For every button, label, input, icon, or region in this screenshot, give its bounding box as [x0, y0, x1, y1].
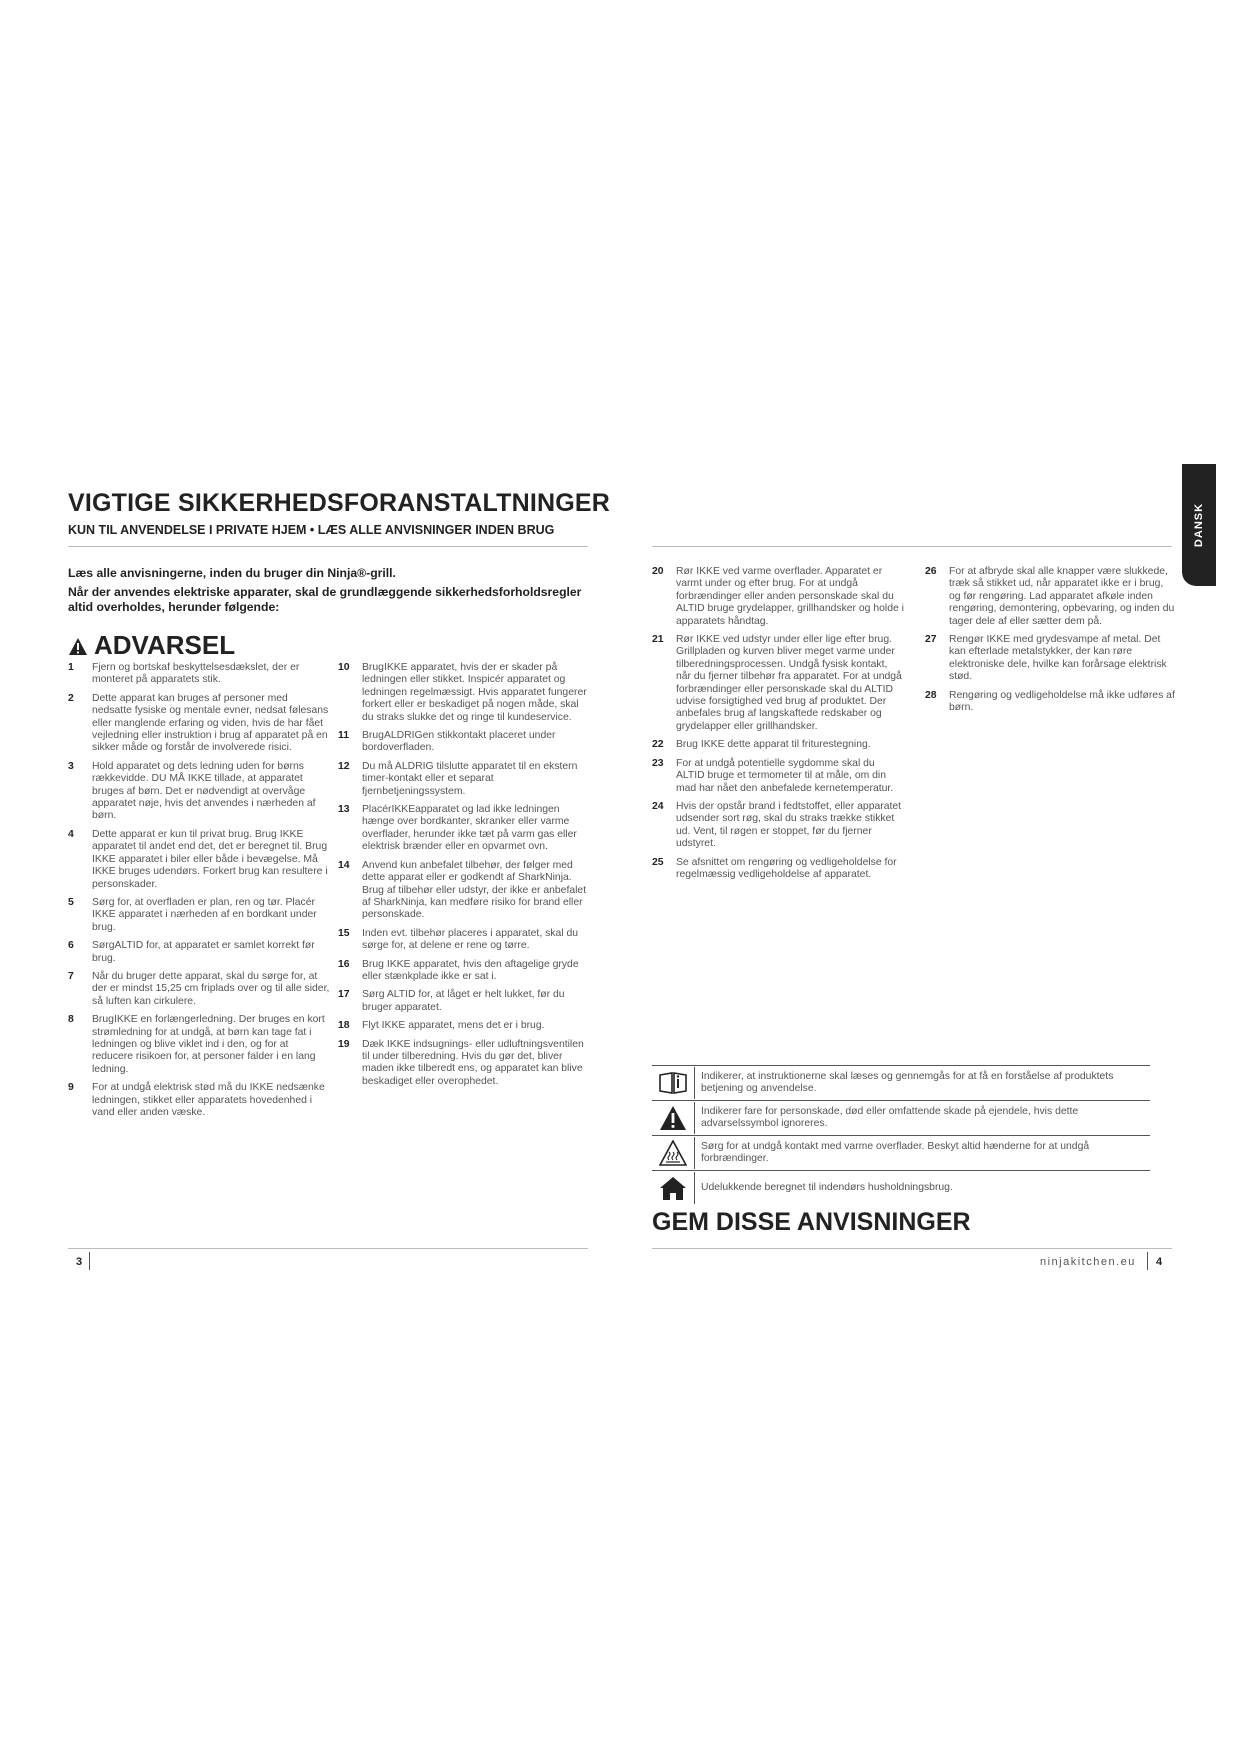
safety-item: [652, 566, 904, 628]
safety-item-text: Hold apparatet og dets ledning uden for børns rækkevidde. DU MÅ IKKE tillade, at apparatet bruges af børn. Det er nødvendigt at overvåge apparatet nøje, hvis det anvendes i nærheden af børn.: [92, 760, 316, 822]
footer-rule-left: [68, 1248, 588, 1249]
safety-item: [338, 928, 590, 953]
safety-item-text: Rengør IKKE med grydesvampe af metal. Det kan efterlade metalstykker, der kan røre elektroniske dele, hvilke kan forårsage elektrisk stød.: [949, 634, 1167, 683]
header-divider: [68, 546, 588, 547]
safety-item-text: Rengøring og vedligeholdelse må ikke udføres af børn.: [949, 689, 1175, 714]
safety-item: [338, 1020, 590, 1032]
safety-item: [338, 860, 590, 922]
safety-item-text: Du må ALDRIG tilslutte apparatet til en ekstern timer-kontakt eller et separat fjernbetjeningssystem.: [362, 760, 578, 797]
safety-item-text: BrugIKKE en forlængerledning. Der bruges en kort strømledning for at undgå, at børn kan tage fat i ledningen og blive viklet ind i den, og for at reducere risikoen for, at personer falder i en lang ledning.: [92, 1014, 325, 1075]
safety-item: [68, 971, 330, 1008]
safety-item-number: 26: [925, 566, 937, 577]
safety-item-number: 4: [68, 828, 74, 840]
safety-item-number: 25: [652, 856, 664, 868]
safety-item-number: 14: [338, 859, 350, 871]
house-icon: [652, 1172, 695, 1204]
items-column-4: [925, 566, 1175, 720]
safety-item-number: 13: [338, 804, 350, 816]
safety-item: [338, 761, 590, 798]
safety-item-number: 5: [68, 896, 74, 908]
safety-item-text: Sørg ALTID for, at låget er helt lukket, før du bruger apparatet.: [362, 989, 565, 1013]
safety-item-text: Brug IKKE apparatet, hvis den aftagelige gryde eller stænkplade ikke er sat i.: [362, 958, 579, 982]
safety-item-number: 10: [338, 662, 350, 673]
safety-item-number: 1: [68, 662, 74, 673]
safety-item: [652, 739, 904, 751]
safety-item-text: Dæk IKKE indsugnings- eller udluftningsventilen til under tilberedning. Hvis du gør det, bliver maden ikke tilberedt ens, og apparatet kan blive beskadiget eller overophedet.: [362, 1038, 584, 1087]
warning-triangle-icon: [68, 637, 88, 656]
footer-separator-left: [89, 1252, 90, 1270]
safety-item-text: Se afsnittet om rengøring og vedligeholdelse for regelmæssig vedligeholdelse af apparatet.: [676, 856, 897, 880]
safety-item-text: Rør IKKE ved udstyr under eller lige efter brug. Grillpladen og kurven bliver meget varme under tilberedningsprocessen. Undgå fysisk kontakt, når du fjerner tilbehør fra apparatet. For at undgå forbrændinger eller personskade skal du ALTID udvise forsigtighed ved brug af produktet. Der anbefales brug af langskaftede redskaber og grydelapper eller grillhandsker.: [676, 634, 902, 732]
safety-item: [925, 634, 1175, 684]
safety-item-text: Dette apparat kan bruges af personer med nedsatte fysiske og mentale evner, nedsat følesans eller manglende erfaring og viden, hvis de har fået vejledning eller instruktion i brug af apparatet på en sikker måde og forstår de involverede risici.: [92, 692, 329, 754]
safety-item-text: Fjern og bortskaf beskyttelsesdækslet, der er monteret på apparatets stik.: [92, 662, 300, 686]
symbol-legend: [652, 1066, 1150, 1205]
safety-item: [925, 566, 1175, 628]
safety-item: [652, 758, 904, 795]
safety-item: [338, 730, 590, 755]
safety-item: [338, 804, 590, 854]
website-text: ninjakitchen.eu: [1040, 1256, 1136, 1268]
safety-item-number: 19: [338, 1038, 350, 1050]
intro-line-1: Læs alle anvisningerne, inden du bruger din Ninja®-grill.: [68, 566, 396, 580]
items-column-3: [652, 566, 904, 887]
safety-item-number: 28: [925, 689, 937, 701]
safety-item-number: 24: [652, 800, 664, 812]
safety-item: [68, 662, 330, 687]
safety-item-text: Brug IKKE dette apparat til friturestegning.: [676, 739, 871, 751]
items-column-1: [68, 662, 330, 1125]
safety-item-number: 7: [68, 970, 74, 982]
safety-item: [68, 829, 330, 891]
safety-item-number: 23: [652, 757, 664, 769]
safety-item-text: For at undgå elektrisk stød må du IKKE nedsænke ledningen, stikket eller apparatets hovedenhed i vand eller anden væske.: [92, 1082, 325, 1118]
safety-item-number: 2: [68, 692, 74, 704]
safety-item-number: 16: [338, 958, 350, 970]
legend-row: [652, 1101, 1150, 1136]
safety-item-number: 9: [68, 1082, 74, 1094]
safety-item-number: 6: [68, 940, 74, 952]
warning-heading-text: ADVARSEL: [94, 630, 236, 660]
page-number-left: 3: [76, 1256, 83, 1268]
safety-item: [68, 693, 330, 755]
safety-item: [68, 897, 330, 934]
safety-item: [338, 959, 590, 984]
safety-item-number: 22: [652, 739, 664, 751]
safety-item-number: 8: [68, 1014, 74, 1026]
warning-heading: [68, 630, 235, 661]
safety-item-number: 20: [652, 566, 664, 577]
language-tab: [1182, 464, 1216, 586]
safety-item-text: Flyt IKKE apparatet, mens det er i brug.: [362, 1020, 545, 1032]
safety-item: [652, 634, 904, 733]
items-column-2: [338, 662, 590, 1094]
safety-item: [68, 761, 330, 823]
safety-item-text: PlacérIKKEapparatet og lad ikke ledningen hænge over bordkanter, skranker eller varme overflader, herunder ikke tæt på varm gas eller elektrisk brænder eller en opvarmet ovn.: [362, 804, 577, 853]
footer-separator-right: [1147, 1252, 1148, 1270]
safety-item-text: Rør IKKE ved varme overflader. Apparatet er varmt under og efter brug. For at undgå forbrændinger eller anden personskade skal du ALTID bruge grydelapper, grillhandsker og holde i apparatets håndtag.: [676, 566, 904, 627]
safety-item-text: Dette apparat er kun til privat brug. Brug IKKE apparatet til andet end det, det er beregnet til. Brug IKKE apparatet i biler eller både i bevægelse. Må IKKE bruges udendørs. Forkert brug kan resultere i personskader.: [92, 828, 328, 890]
legend-row: [652, 1171, 1150, 1205]
safety-item-text: Sørg for, at overfladen er plan, ren og tør. Placér IKKE apparatet i nærheden af en bordkant under brug.: [92, 896, 317, 933]
safety-item-number: 3: [68, 760, 74, 772]
header-divider-right: [652, 546, 1172, 547]
footer-rule-right: [652, 1248, 1172, 1249]
safety-item-number: 11: [338, 730, 349, 742]
safety-item-text: Anvend kun anbefalet tilbehør, der følger med dette apparat eller er godkendt af SharkNinja. Brug af tilbehør eller udstyr, der ikke er anbefalet af SharkNinja, kan medføre risiko for brand eller personskade.: [362, 859, 587, 921]
safety-item-text: Hvis der opstår brand i fedtstoffet, eller apparatet udsender sort røg, skal du straks trække stikket ud. Vent, til røgen er stoppet, før du fjerner udstyret.: [676, 800, 902, 850]
safety-item-text: SørgALTID for, at apparatet er samlet korrekt før brug.: [92, 940, 315, 964]
page-title: VIGTIGE SIKKERHEDSFORANSTALTNINGER: [68, 489, 611, 517]
legend-row: [652, 1136, 1150, 1171]
safety-item-number: 17: [338, 989, 350, 1001]
legend-text: Indikerer fare for personskade, død eller omfattende skade på ejendele, hvis dette advarselssymbol ignoreres.: [701, 1106, 1079, 1129]
safety-item-number: 18: [338, 1020, 350, 1032]
safety-item: [338, 1039, 590, 1089]
safety-item-text: Når du bruger dette apparat, skal du sørge for, at der er mindst 15,25 cm friplads over og til alle sider, så luften kan cirkulere.: [92, 970, 330, 1007]
legend-row: [652, 1066, 1150, 1101]
legend-text: Udelukkende beregnet til indendørs husholdningsbrug.: [701, 1182, 953, 1193]
hot-surface-icon: [652, 1137, 695, 1169]
safety-item-text: BrugALDRIGen stikkontakt placeret under bordoverfladen.: [362, 730, 556, 754]
safety-item: [652, 857, 904, 882]
safety-item-text: Inden evt. tilbehør placeres i apparatet, skal du sørge for, at delene er rene og tørre.: [362, 927, 579, 952]
page-subtitle: KUN TIL ANVENDELSE I PRIVATE HJEM • LÆS ALLE ANVISNINGER INDEN BRUG: [68, 523, 555, 537]
legend-text: Sørg for at undgå kontakt med varme overflader. Beskyt altid hænderne for at undgå forbrændinger.: [701, 1141, 1090, 1164]
safety-item-number: 27: [925, 634, 937, 646]
intro: [68, 566, 588, 619]
safety-item: [68, 1082, 330, 1119]
safety-item: [652, 801, 904, 851]
safety-item-number: 21: [652, 634, 664, 646]
open-book-icon: [652, 1067, 695, 1099]
safety-item: [338, 662, 590, 724]
safety-item-number: 12: [338, 760, 350, 772]
safety-item-text: For at afbryde skal alle knapper være slukkede, træk så stikket ud, når apparatet ikke er i brug, og før rengøring. Lad apparatet afkøle inden rengøring, demontering, opbevaring, og inden du tager dele af eller sætter dem på.: [949, 566, 1175, 627]
legend-text: Indikerer, at instruktionerne skal læses og gennemgås for at få en forståelse af produktets betjening og anvendelse.: [701, 1071, 1114, 1094]
safety-item: [68, 1014, 330, 1076]
safety-item: [925, 690, 1175, 715]
save-instructions-heading: GEM DISSE ANVISNINGER: [652, 1208, 971, 1236]
warning-triangle-icon: [652, 1102, 695, 1134]
page-number-right: 4: [1156, 1256, 1163, 1268]
safety-item: [338, 989, 590, 1014]
safety-item: [68, 940, 330, 965]
safety-item-text: For at undgå potentielle sygdomme skal du ALTID bruge et termometer til at måle, om din mad har nået den anbefalede kernetemperatur.: [676, 757, 894, 794]
safety-item-text: BrugIKKE apparatet, hvis der er skader på ledningen eller stikket. Inspicér apparatet og ledningen regelmæssigt. Hvis apparatet fungerer forkert eller er beskadiget på nogen måde, skal du straks slukke det og ringe til kundeservice.: [362, 662, 587, 723]
legend-top-rule: [652, 1065, 1150, 1066]
intro-line-2: Når der anvendes elektriske apparater, skal de grundlæggende sikkerhedsforholdsregler altid overholdes, herunder følgende:: [68, 585, 582, 614]
safety-item-number: 15: [338, 927, 350, 939]
language-tab-label: DANSK: [1193, 502, 1205, 548]
